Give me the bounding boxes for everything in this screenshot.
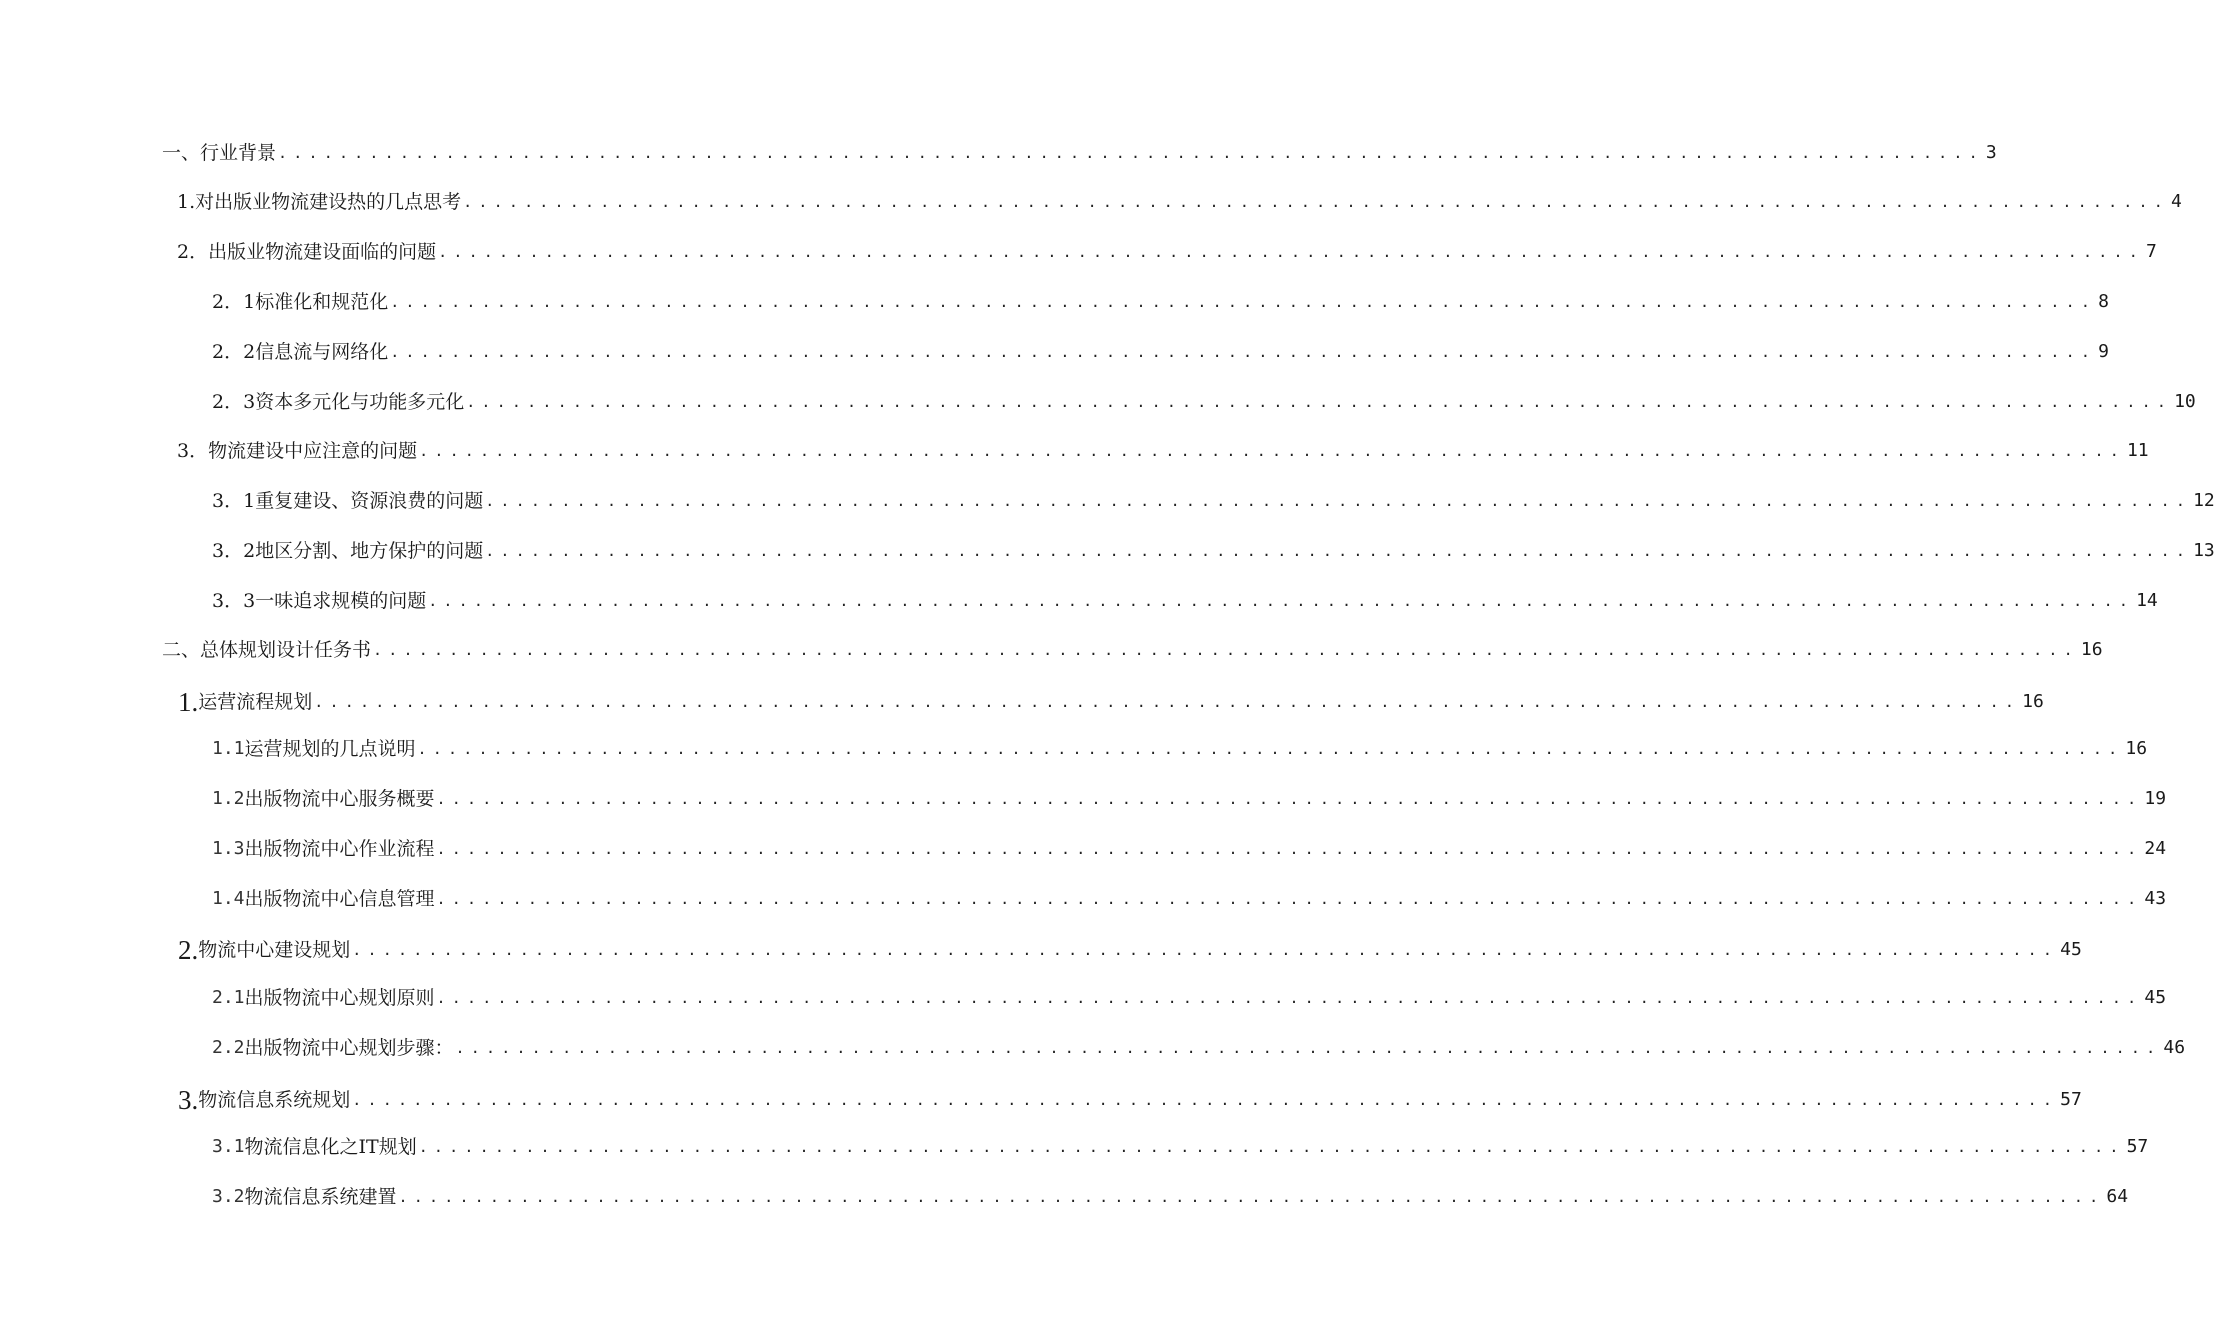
toc-leader: ................................................................................................................ [436,989,2143,1007]
toc-page-number: 64 [2106,1186,2129,1207]
toc-leader: ................................................................................................................ [398,1188,2105,1206]
toc-leader: ................................................................................................................ [352,1091,2059,1109]
toc-number: 1.4 [212,888,245,909]
toc-number: 3．3 [212,590,256,612]
toc-page-number: 57 [2126,1136,2149,1157]
toc-title: 出版物流中心作业流程 [244,838,435,860]
toc-leader: ................................................................................................................ [455,1039,2162,1057]
toc-entry[interactable] [162,139,1997,167]
toc-number: 3． [177,440,209,462]
toc-entry[interactable] [178,687,2044,717]
toc-leader: ................................................................................................................ [438,243,2144,261]
toc-leader: ................................................................................................................ [373,641,2079,659]
toc-entry[interactable] [212,537,2215,565]
toc-number: 3．2 [212,540,256,562]
toc-page-number: 9 [2098,341,2109,362]
toc-page-number: 8 [2098,291,2109,312]
toc-entry[interactable] [212,487,2215,515]
toc-number: 1. [177,191,196,213]
toc-number: 2．1 [212,291,256,313]
toc-title: 物流信息系统规划 [198,1089,351,1111]
toc-number: 2． [177,241,209,263]
toc-title: 标准化和规范化 [255,291,389,313]
toc-leader: ................................................................................................................ [390,343,2097,361]
toc-leader: ................................................................................................................ [417,740,2124,758]
toc-title: 对出版业物流建设热的几点思考 [195,191,462,213]
toc-entry[interactable] [177,437,2149,465]
toc-leader: ................................................................................................................ [436,890,2143,908]
toc-number: 2.2 [212,1037,245,1058]
toc-leader: ................................................................................................................ [463,193,2170,211]
toc-entry[interactable] [178,935,2082,965]
toc-title: 信息流与网络化 [255,341,389,363]
toc-page-number: 16 [2125,738,2148,759]
toc-entry[interactable] [212,785,2167,813]
toc-page-number: 14 [2136,590,2158,611]
toc-title: 物流建设中应注意的问题 [208,440,418,462]
toc-entry[interactable] [212,1133,2149,1161]
toc-entry[interactable] [212,735,2148,763]
toc-page-number: 3 [1985,142,1997,163]
toc-page-number: 43 [2144,888,2167,909]
toc-number: 一、 [162,142,201,164]
toc-title: 行业背景 [200,142,277,164]
toc-number: 2.1 [212,987,245,1008]
toc-number: 3.2 [212,1186,245,1207]
toc-title: 重复建设、资源浪费的问题 [255,490,484,512]
toc-page-number: 7 [2145,241,2157,262]
toc-number: 3. [178,1085,199,1115]
toc-entry[interactable] [178,1085,2082,1115]
toc-leader: ................................................................................................................ [390,293,2097,311]
toc-entry[interactable] [212,885,2167,913]
toc-entry[interactable] [177,238,2157,266]
toc-number: 1.1 [212,738,245,759]
toc-page-number: 46 [2163,1037,2186,1058]
toc-title: 一味追求规模的问题 [255,590,427,612]
toc-leader: ................................................................................................................ [436,840,2143,858]
toc-leader: ................................................................................................................ [278,144,1984,162]
toc-number: 1.3 [212,838,245,859]
toc-title: 运营流程规划 [198,691,313,713]
toc-title: 资本多元化与功能多元化 [255,391,465,413]
toc-entry[interactable] [212,984,2167,1012]
toc-page-number: 16 [2080,639,2103,660]
toc-leader: ................................................................................................................ [418,1138,2125,1156]
toc-leader: ................................................................................................................ [314,693,2021,711]
toc-entry[interactable] [212,587,2158,615]
toc-page-number: 24 [2144,838,2167,859]
toc-title: 出版业物流建设面临的问题 [208,241,437,263]
toc-leader: ................................................................................................................ [485,492,2192,510]
toc-leader: ................................................................................................................ [466,393,2173,411]
toc-title: 地区分割、地方保护的问题 [255,540,484,562]
toc-entry[interactable] [212,835,2167,863]
toc-entry[interactable] [177,188,2182,216]
toc-entry[interactable] [212,338,2109,366]
toc-page-number: 4 [2171,191,2182,212]
toc-page-number: 13 [2193,540,2215,561]
toc-page-number: 45 [2060,939,2082,960]
toc-entry[interactable] [212,388,2196,416]
toc-entry[interactable] [212,1034,2186,1062]
toc-number: 3．1 [212,490,256,512]
toc-page-number: 16 [2022,691,2044,712]
toc-title: 出版物流中心信息管理 [244,888,435,910]
toc-title: 出版物流中心服务概要 [244,788,435,810]
toc-number: 二、 [162,639,201,661]
toc-page-number: 19 [2144,788,2167,809]
toc-title: 运营规划的几点说明 [244,738,416,760]
toc-entry[interactable] [212,288,2109,316]
toc-page-number: 11 [2126,440,2149,461]
toc-leader: ................................................................................................................ [419,442,2125,460]
toc-title: 物流中心建设规划 [198,939,351,961]
toc-entry[interactable] [212,1183,2129,1211]
toc-title: 出版物流中心规划步骤： [244,1037,454,1059]
toc-page-number: 10 [2174,391,2196,412]
toc-leader: ................................................................................................................ [485,542,2192,560]
toc-entry[interactable] [162,636,2103,664]
toc-title: 物流信息化之IT规划 [244,1136,417,1158]
toc-page-number: 45 [2144,987,2167,1008]
toc-page-number: 57 [2060,1089,2082,1110]
toc-number: 2. [178,935,199,965]
toc-leader: ................................................................................................................ [428,592,2135,610]
toc-title: 出版物流中心规划原则 [244,987,435,1009]
toc-number: 3.1 [212,1136,245,1157]
toc-title: 总体规划设计任务书 [200,639,372,661]
toc-page-number: 12 [2193,490,2215,511]
toc-title: 物流信息系统建置 [244,1186,397,1208]
toc-number: 1.2 [212,788,245,809]
toc-leader: ................................................................................................................ [436,790,2143,808]
toc-number: 2．3 [212,391,256,413]
toc-number: 2．2 [212,341,256,363]
toc-number: 1. [178,687,199,717]
toc-leader: ................................................................................................................ [352,941,2059,959]
